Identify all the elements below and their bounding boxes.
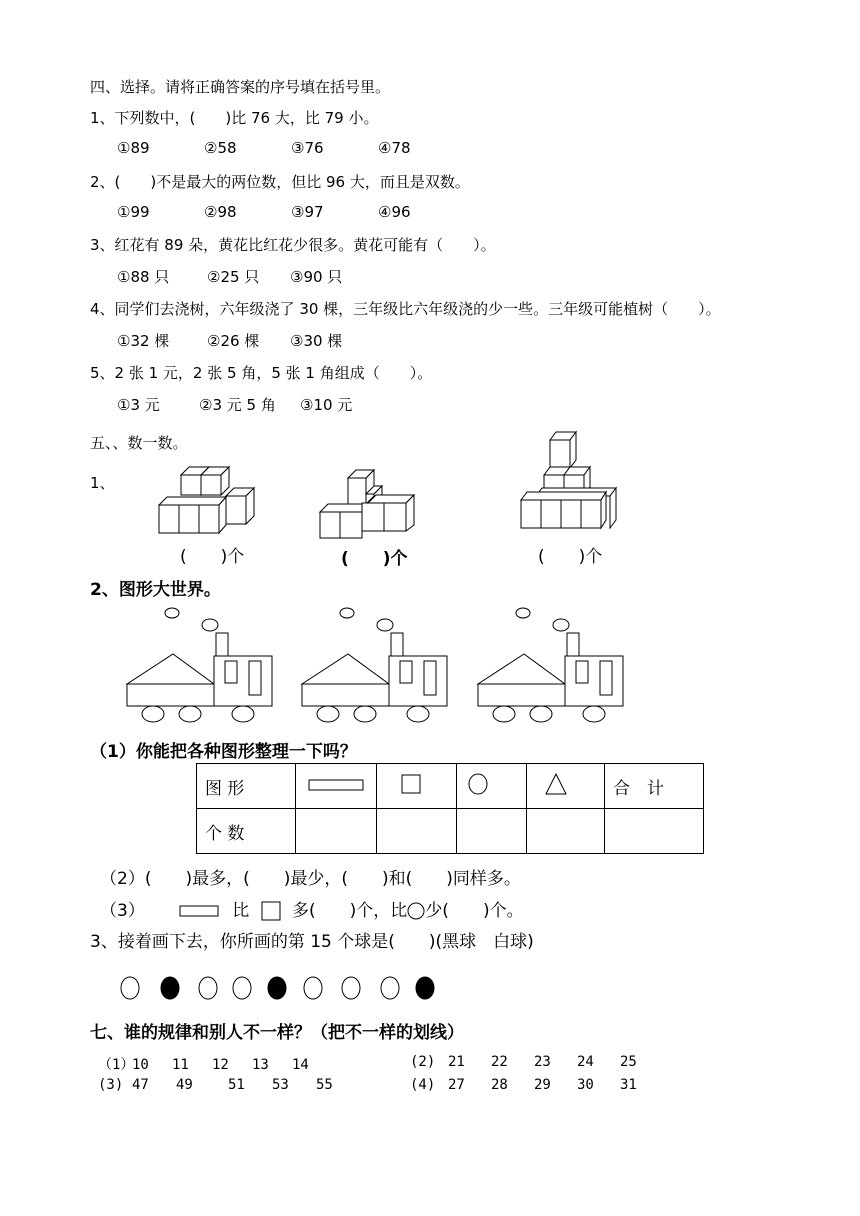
q2-sub3-shao: 少( )个。 [425, 901, 524, 921]
sequence-number: 30 [577, 1077, 594, 1093]
q2-heading: 2、图形大世界。 [90, 580, 221, 600]
sequence-number: 24 [577, 1054, 594, 1070]
sequence-number: 31 [620, 1077, 637, 1093]
count-cell[interactable] [605, 809, 704, 854]
sequence-number: 55 [316, 1077, 333, 1093]
circle-icon [457, 764, 527, 809]
sequence-label: (3) [98, 1077, 124, 1093]
sequence-row-3[interactable] [98, 1077, 356, 1093]
white-ball-icon [199, 977, 217, 999]
sequence-number: 29 [534, 1077, 551, 1093]
section7-heading: 七、谁的规律和别人不一样？（把不一样的划线） [90, 1023, 464, 1043]
q1-label: 1、 [90, 474, 115, 492]
count-cell[interactable] [527, 809, 605, 854]
train-figure-2 [301, 604, 451, 729]
sequence-number: 12 [212, 1057, 229, 1073]
shape-count-table [196, 763, 704, 854]
option[interactable]: ②26 棵 [207, 332, 260, 350]
section5-heading: 五、、数一数。 [90, 434, 188, 452]
option[interactable]: ④78 [378, 139, 411, 157]
rectangle-icon [179, 905, 219, 917]
sequence-number: 13 [252, 1057, 269, 1073]
train-figure-1 [126, 604, 276, 729]
option[interactable]: ②25 只 [207, 268, 260, 286]
train-figure-3 [477, 604, 627, 729]
option[interactable]: ③76 [291, 139, 324, 157]
black-ball-icon [416, 977, 434, 999]
question-4-options [117, 330, 342, 351]
sequence-row-1[interactable] [98, 1054, 332, 1074]
table-header-total: 合 计 [605, 764, 704, 809]
option[interactable]: ②3 元 5 角 [199, 396, 276, 414]
sequence-label: （1） [98, 1057, 135, 1073]
count-cell[interactable] [377, 809, 457, 854]
table-header-shape: 图 形 [197, 764, 296, 809]
sequence-row-4[interactable] [410, 1077, 660, 1093]
option[interactable]: ①32 棵 [117, 332, 170, 350]
square-icon [377, 764, 457, 809]
count-blank-1[interactable]: ( )个 [180, 547, 245, 567]
cube-figure-1 [158, 465, 258, 535]
count-cell[interactable] [296, 809, 377, 854]
option[interactable]: ①3 元 [117, 396, 160, 414]
sequence-number: 28 [491, 1077, 508, 1093]
white-ball-icon [233, 977, 251, 999]
rectangle-icon [296, 764, 377, 809]
table-row [197, 764, 704, 809]
sequence-number: 49 [176, 1077, 193, 1093]
table-row [197, 809, 704, 854]
option[interactable]: ④96 [378, 203, 411, 221]
white-ball-icon [381, 977, 399, 999]
black-ball-icon [268, 977, 286, 999]
option[interactable]: ③97 [291, 203, 324, 221]
option[interactable]: ②98 [204, 203, 237, 221]
question-3: 3、红花有 89 朵，黄花比红花少很多。黄花可能有（ ）。 [90, 236, 496, 254]
question-2: 2、( )不是最大的两位数，但比 96 大，而且是双数。 [90, 173, 470, 191]
square-icon [261, 901, 281, 921]
sequence-number: 23 [534, 1054, 551, 1070]
table-header-count: 个 数 [197, 809, 296, 854]
white-ball-icon [121, 977, 139, 999]
sequence-number: 10 [132, 1057, 149, 1073]
sequence-number: 22 [491, 1054, 508, 1070]
option[interactable]: ①88 只 [117, 268, 170, 286]
question-2-options [117, 203, 411, 221]
option[interactable]: ③90 只 [290, 268, 343, 286]
q2-sub3-bi: 比 [232, 901, 250, 921]
question-5-options [117, 394, 352, 415]
white-ball-icon [342, 977, 360, 999]
sequence-label: (4) [410, 1077, 436, 1093]
q2-sub3-prefix: （3） [100, 901, 145, 921]
sequence-number: 51 [228, 1077, 245, 1093]
black-ball-icon [161, 977, 179, 999]
option[interactable]: ③30 棵 [290, 332, 343, 350]
option[interactable]: ①89 [117, 139, 150, 157]
option[interactable]: ②58 [204, 139, 237, 157]
q2-sub3-duo: 多( )个，比 [292, 901, 408, 921]
sequence-number: 47 [132, 1077, 149, 1093]
count-cell[interactable] [457, 809, 527, 854]
count-blank-3[interactable]: ( )个 [538, 547, 603, 567]
cube-figure-3 [520, 432, 620, 532]
sequence-number: 53 [272, 1077, 289, 1093]
question-1-options [117, 139, 411, 157]
sequence-number: 11 [172, 1057, 189, 1073]
question-5: 5、2 张 1 元，2 张 5 角，5 张 1 角组成（ ）。 [90, 364, 433, 382]
q3-text: 3、接着画下去，你所画的第 15 个球是( )(黑球 白球) [90, 932, 534, 952]
option[interactable]: ③10 元 [300, 396, 353, 414]
white-ball-icon [304, 977, 322, 999]
sequence-label: (2) [410, 1054, 436, 1070]
sequence-number: 25 [620, 1054, 637, 1070]
question-4: 4、同学们去浇树，六年级浇了 30 棵，三年级比六年级浇的少一些。三年级可能植树（ ）。 [90, 300, 721, 318]
sequence-number: 21 [448, 1054, 465, 1070]
q2-sub3 [100, 896, 524, 921]
triangle-icon [527, 764, 605, 809]
circle-icon [407, 902, 425, 920]
sequence-number: 14 [292, 1057, 309, 1073]
question-3-options [117, 266, 342, 287]
question-1: 1、下列数中，( )比 76 大，比 79 小。 [90, 109, 379, 127]
cube-figure-2 [318, 470, 418, 542]
ball-sequence [118, 974, 438, 1004]
option[interactable]: ①99 [117, 203, 150, 221]
sequence-row-2[interactable] [410, 1054, 660, 1070]
sequence-number: 27 [448, 1077, 465, 1093]
count-blank-2[interactable]: ( )个 [341, 549, 408, 569]
section4-heading: 四、选择。请将正确答案的序号填在括号里。 [90, 78, 391, 96]
q2-sub1: （1）你能把各种图形整理一下吗？ [90, 742, 357, 762]
q2-sub2: （2）( )最多，( )最少，( )和( )同样多。 [100, 869, 521, 889]
